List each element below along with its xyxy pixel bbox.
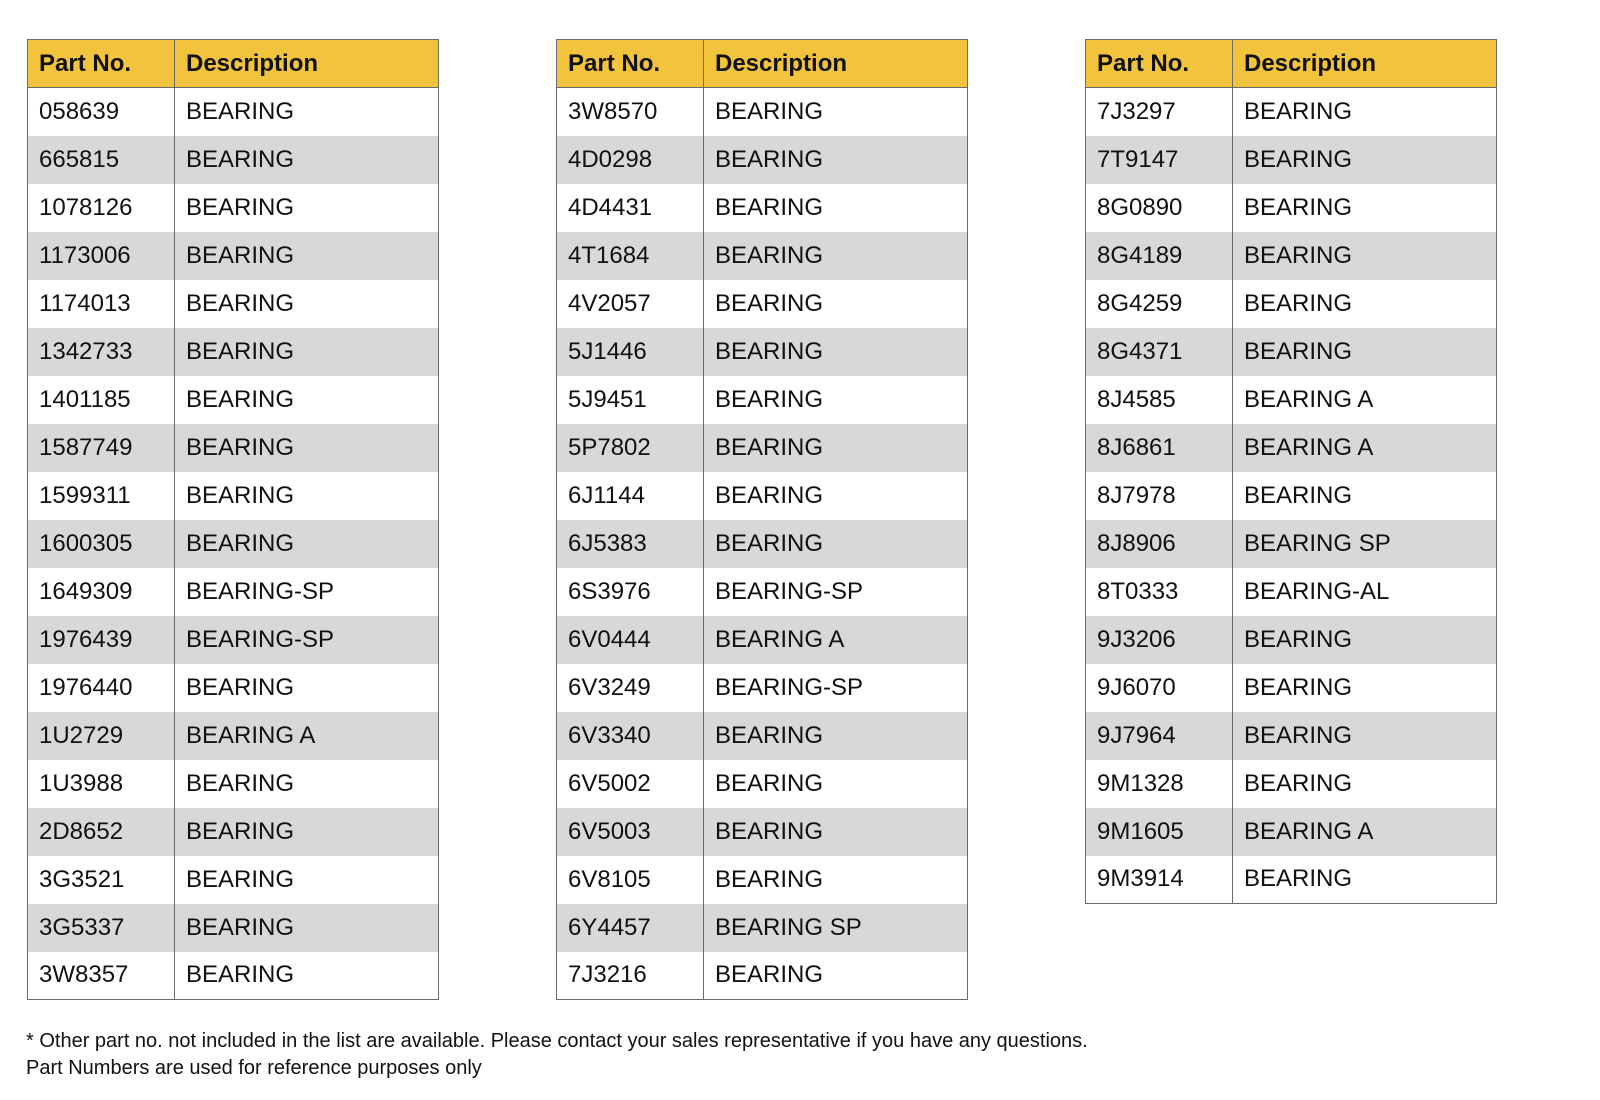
table-row [1086, 280, 1497, 328]
table-row [557, 760, 968, 808]
part-number-cell: 6V3340 [557, 712, 704, 760]
part-number-cell: 4V2057 [557, 280, 704, 328]
part-number-cell: 6S3976 [557, 568, 704, 616]
table-row [28, 616, 439, 664]
description-header: Description [704, 40, 968, 88]
table-row [557, 808, 968, 856]
description-cell: BEARING [186, 289, 295, 317]
part-number-cell: 9M1605 [1086, 808, 1233, 856]
table-body [1086, 88, 1497, 904]
description-cell: BEARING [186, 97, 295, 125]
part-number-cell: 3W8357 [28, 952, 175, 1000]
table-row [557, 904, 968, 952]
description-header: Description [175, 40, 439, 88]
table-row [557, 232, 968, 280]
part-number-cell: 1600305 [28, 520, 175, 568]
description-cell: BEARING [175, 904, 439, 952]
description-cell: BEARING [704, 328, 968, 376]
table-row [557, 616, 968, 664]
part-number-cell: 7J3216 [557, 952, 704, 1000]
table-row [1086, 856, 1497, 904]
description-cell: BEARING A [1233, 424, 1497, 472]
table-row [28, 184, 439, 232]
table-row [1086, 328, 1497, 376]
part-number-cell: 1342733 [28, 328, 175, 376]
description-cell: BEARING [1244, 193, 1353, 221]
part-number-cell: 1U3988 [28, 760, 175, 808]
description-cell: BEARING [175, 232, 439, 280]
table-header-row [1086, 40, 1497, 88]
table-row [1086, 136, 1497, 184]
description-cell: BEARING A [175, 712, 439, 760]
part-number-cell: 6V8105 [557, 856, 704, 904]
description-cell: BEARING [175, 328, 439, 376]
part-number-cell: 3W8570 [557, 88, 704, 136]
part-number-cell: 1587749 [28, 424, 175, 472]
part-number-cell: 8G4259 [1086, 280, 1233, 328]
table-row [557, 88, 968, 136]
part-number-cell: 6J5383 [557, 520, 704, 568]
part-number-cell: 9M3914 [1086, 856, 1233, 904]
table-row [557, 952, 968, 1000]
table-row [557, 520, 968, 568]
part-number-cell: 8J8906 [1086, 520, 1233, 568]
part-number-cell: 6V5003 [557, 808, 704, 856]
part-number-cell: 6V5002 [557, 760, 704, 808]
description-cell: BEARING [186, 673, 295, 701]
part-number-cell: 1U2729 [28, 712, 175, 760]
part-number-cell: 9M1328 [1086, 760, 1233, 808]
part-number-cell: 6V3249 [557, 664, 704, 712]
description-cell: BEARING [1233, 616, 1497, 664]
description-cell: BEARING [704, 232, 968, 280]
description-cell: BEARING [1244, 289, 1353, 317]
part-number-cell: 9J3206 [1086, 616, 1233, 664]
part-no-header: Part No. [557, 40, 704, 88]
table-row [557, 280, 968, 328]
part-number-cell: 5J1446 [557, 328, 704, 376]
part-number-cell: 7T9147 [1086, 136, 1233, 184]
description-cell: BEARING [715, 865, 824, 893]
part-number-cell: 9J7964 [1086, 712, 1233, 760]
part-number-cell: 6J1144 [557, 472, 704, 520]
table-row [1086, 664, 1497, 712]
description-cell: BEARING [186, 865, 295, 893]
part-number-cell: 9J6070 [1086, 664, 1233, 712]
description-cell: BEARING [186, 961, 295, 989]
part-number-cell: 6V0444 [557, 616, 704, 664]
part-number-cell: 5J9451 [557, 376, 704, 424]
description-cell: BEARING [704, 520, 968, 568]
description-cell: BEARING [1244, 673, 1353, 701]
part-number-cell: 1976440 [28, 664, 175, 712]
description-cell: BEARING [715, 289, 824, 317]
table-row [1086, 184, 1497, 232]
table-row [28, 520, 439, 568]
table-row [557, 328, 968, 376]
part-number-cell: 1401185 [28, 376, 175, 424]
table-header-row [28, 40, 439, 88]
part-number-cell: 4T1684 [557, 232, 704, 280]
part-number-cell: 8G4189 [1086, 232, 1233, 280]
table-row [1086, 376, 1497, 424]
part-number-cell: 4D4431 [557, 184, 704, 232]
table-row [1086, 808, 1497, 856]
description-cell: BEARING [715, 385, 824, 413]
parts-table-3 [1085, 39, 1497, 904]
description-cell: BEARING [175, 136, 439, 184]
description-cell: BEARING [704, 424, 968, 472]
description-cell: BEARING [1233, 328, 1497, 376]
part-number-cell: 1649309 [28, 568, 175, 616]
description-cell: BEARING-AL [1244, 577, 1390, 605]
table-row [28, 664, 439, 712]
description-cell: BEARING A [1244, 385, 1374, 413]
part-no-header: Part No. [28, 40, 175, 88]
table-row [557, 136, 968, 184]
table-row [28, 568, 439, 616]
description-cell: BEARING SP [704, 904, 968, 952]
table-row [1086, 616, 1497, 664]
part-number-cell: 8J4585 [1086, 376, 1233, 424]
table-body [28, 88, 439, 1000]
part-number-cell: 1173006 [28, 232, 175, 280]
part-number-cell: 3G5337 [28, 904, 175, 952]
part-number-cell: 058639 [28, 88, 175, 136]
description-cell: BEARING [186, 193, 295, 221]
description-cell: BEARING [1233, 136, 1497, 184]
table-row [1086, 424, 1497, 472]
table-row [28, 424, 439, 472]
description-cell: BEARING [704, 712, 968, 760]
description-cell: BEARING-SP [715, 577, 864, 605]
description-header: Description [1233, 40, 1497, 88]
table-row [557, 472, 968, 520]
description-cell: BEARING [715, 961, 824, 989]
description-cell: BEARING-SP [186, 577, 335, 605]
table-row [28, 232, 439, 280]
description-cell: BEARING A [704, 616, 968, 664]
table-row [28, 328, 439, 376]
footnote-availability: * Other part no. not included in the list are available. Please contact your sales representative if you have any questions. [26, 1030, 1088, 1052]
description-cell: BEARING [1233, 232, 1497, 280]
table-body [557, 88, 968, 1000]
description-cell: BEARING SP [1233, 520, 1497, 568]
description-cell: BEARING [704, 808, 968, 856]
table-row [1086, 232, 1497, 280]
description-cell: BEARING [715, 97, 824, 125]
table-row [557, 664, 968, 712]
part-number-cell: 8G4371 [1086, 328, 1233, 376]
table-row [28, 376, 439, 424]
description-cell: BEARING [1244, 865, 1353, 893]
table-row [28, 280, 439, 328]
table-row [28, 88, 439, 136]
description-cell: BEARING [175, 424, 439, 472]
part-number-cell: 6Y4457 [557, 904, 704, 952]
part-number-cell: 1174013 [28, 280, 175, 328]
description-cell: BEARING [175, 520, 439, 568]
table-row [1086, 760, 1497, 808]
table-row [557, 376, 968, 424]
part-number-cell: 1078126 [28, 184, 175, 232]
table-row [28, 712, 439, 760]
table-row [28, 952, 439, 1000]
table-header-row [557, 40, 968, 88]
description-cell: BEARING-SP [715, 673, 864, 701]
table-row [557, 712, 968, 760]
part-no-header: Part No. [1086, 40, 1233, 88]
part-number-cell: 7J3297 [1086, 88, 1233, 136]
parts-table-1 [27, 39, 439, 1000]
part-number-cell: 2D8652 [28, 808, 175, 856]
table-row [28, 856, 439, 904]
table-row [557, 856, 968, 904]
table-row [28, 760, 439, 808]
description-cell: BEARING [1244, 97, 1353, 125]
part-number-cell: 5P7802 [557, 424, 704, 472]
description-cell: BEARING [186, 481, 295, 509]
part-number-cell: 3G3521 [28, 856, 175, 904]
table-row [1086, 568, 1497, 616]
description-cell: BEARING [1233, 712, 1497, 760]
description-cell: BEARING [186, 769, 295, 797]
description-cell: BEARING [186, 385, 295, 413]
footnote-reference: Part Numbers are used for reference purposes only [26, 1057, 482, 1079]
part-number-cell: 665815 [28, 136, 175, 184]
description-cell: BEARING [175, 808, 439, 856]
part-number-cell: 8J7978 [1086, 472, 1233, 520]
part-number-cell: 1599311 [28, 472, 175, 520]
table-row [557, 568, 968, 616]
table-row [557, 424, 968, 472]
table-row [28, 904, 439, 952]
table-row [557, 184, 968, 232]
table-row [1086, 88, 1497, 136]
description-cell: BEARING [1244, 769, 1353, 797]
description-cell: BEARING [1244, 481, 1353, 509]
description-cell: BEARING A [1233, 808, 1497, 856]
part-number-cell: 8J6861 [1086, 424, 1233, 472]
part-number-cell: 1976439 [28, 616, 175, 664]
table-row [28, 472, 439, 520]
description-cell: BEARING [715, 769, 824, 797]
table-row [1086, 520, 1497, 568]
table-row [28, 136, 439, 184]
part-number-cell: 8G0890 [1086, 184, 1233, 232]
parts-table-2 [556, 39, 968, 1000]
part-number-cell: 8T0333 [1086, 568, 1233, 616]
table-row [1086, 472, 1497, 520]
footnotes [26, 1028, 1088, 1082]
description-cell: BEARING [715, 481, 824, 509]
table-row [28, 808, 439, 856]
description-cell: BEARING-SP [175, 616, 439, 664]
description-cell: BEARING [704, 136, 968, 184]
table-row [1086, 712, 1497, 760]
description-cell: BEARING [715, 193, 824, 221]
part-number-cell: 4D0298 [557, 136, 704, 184]
